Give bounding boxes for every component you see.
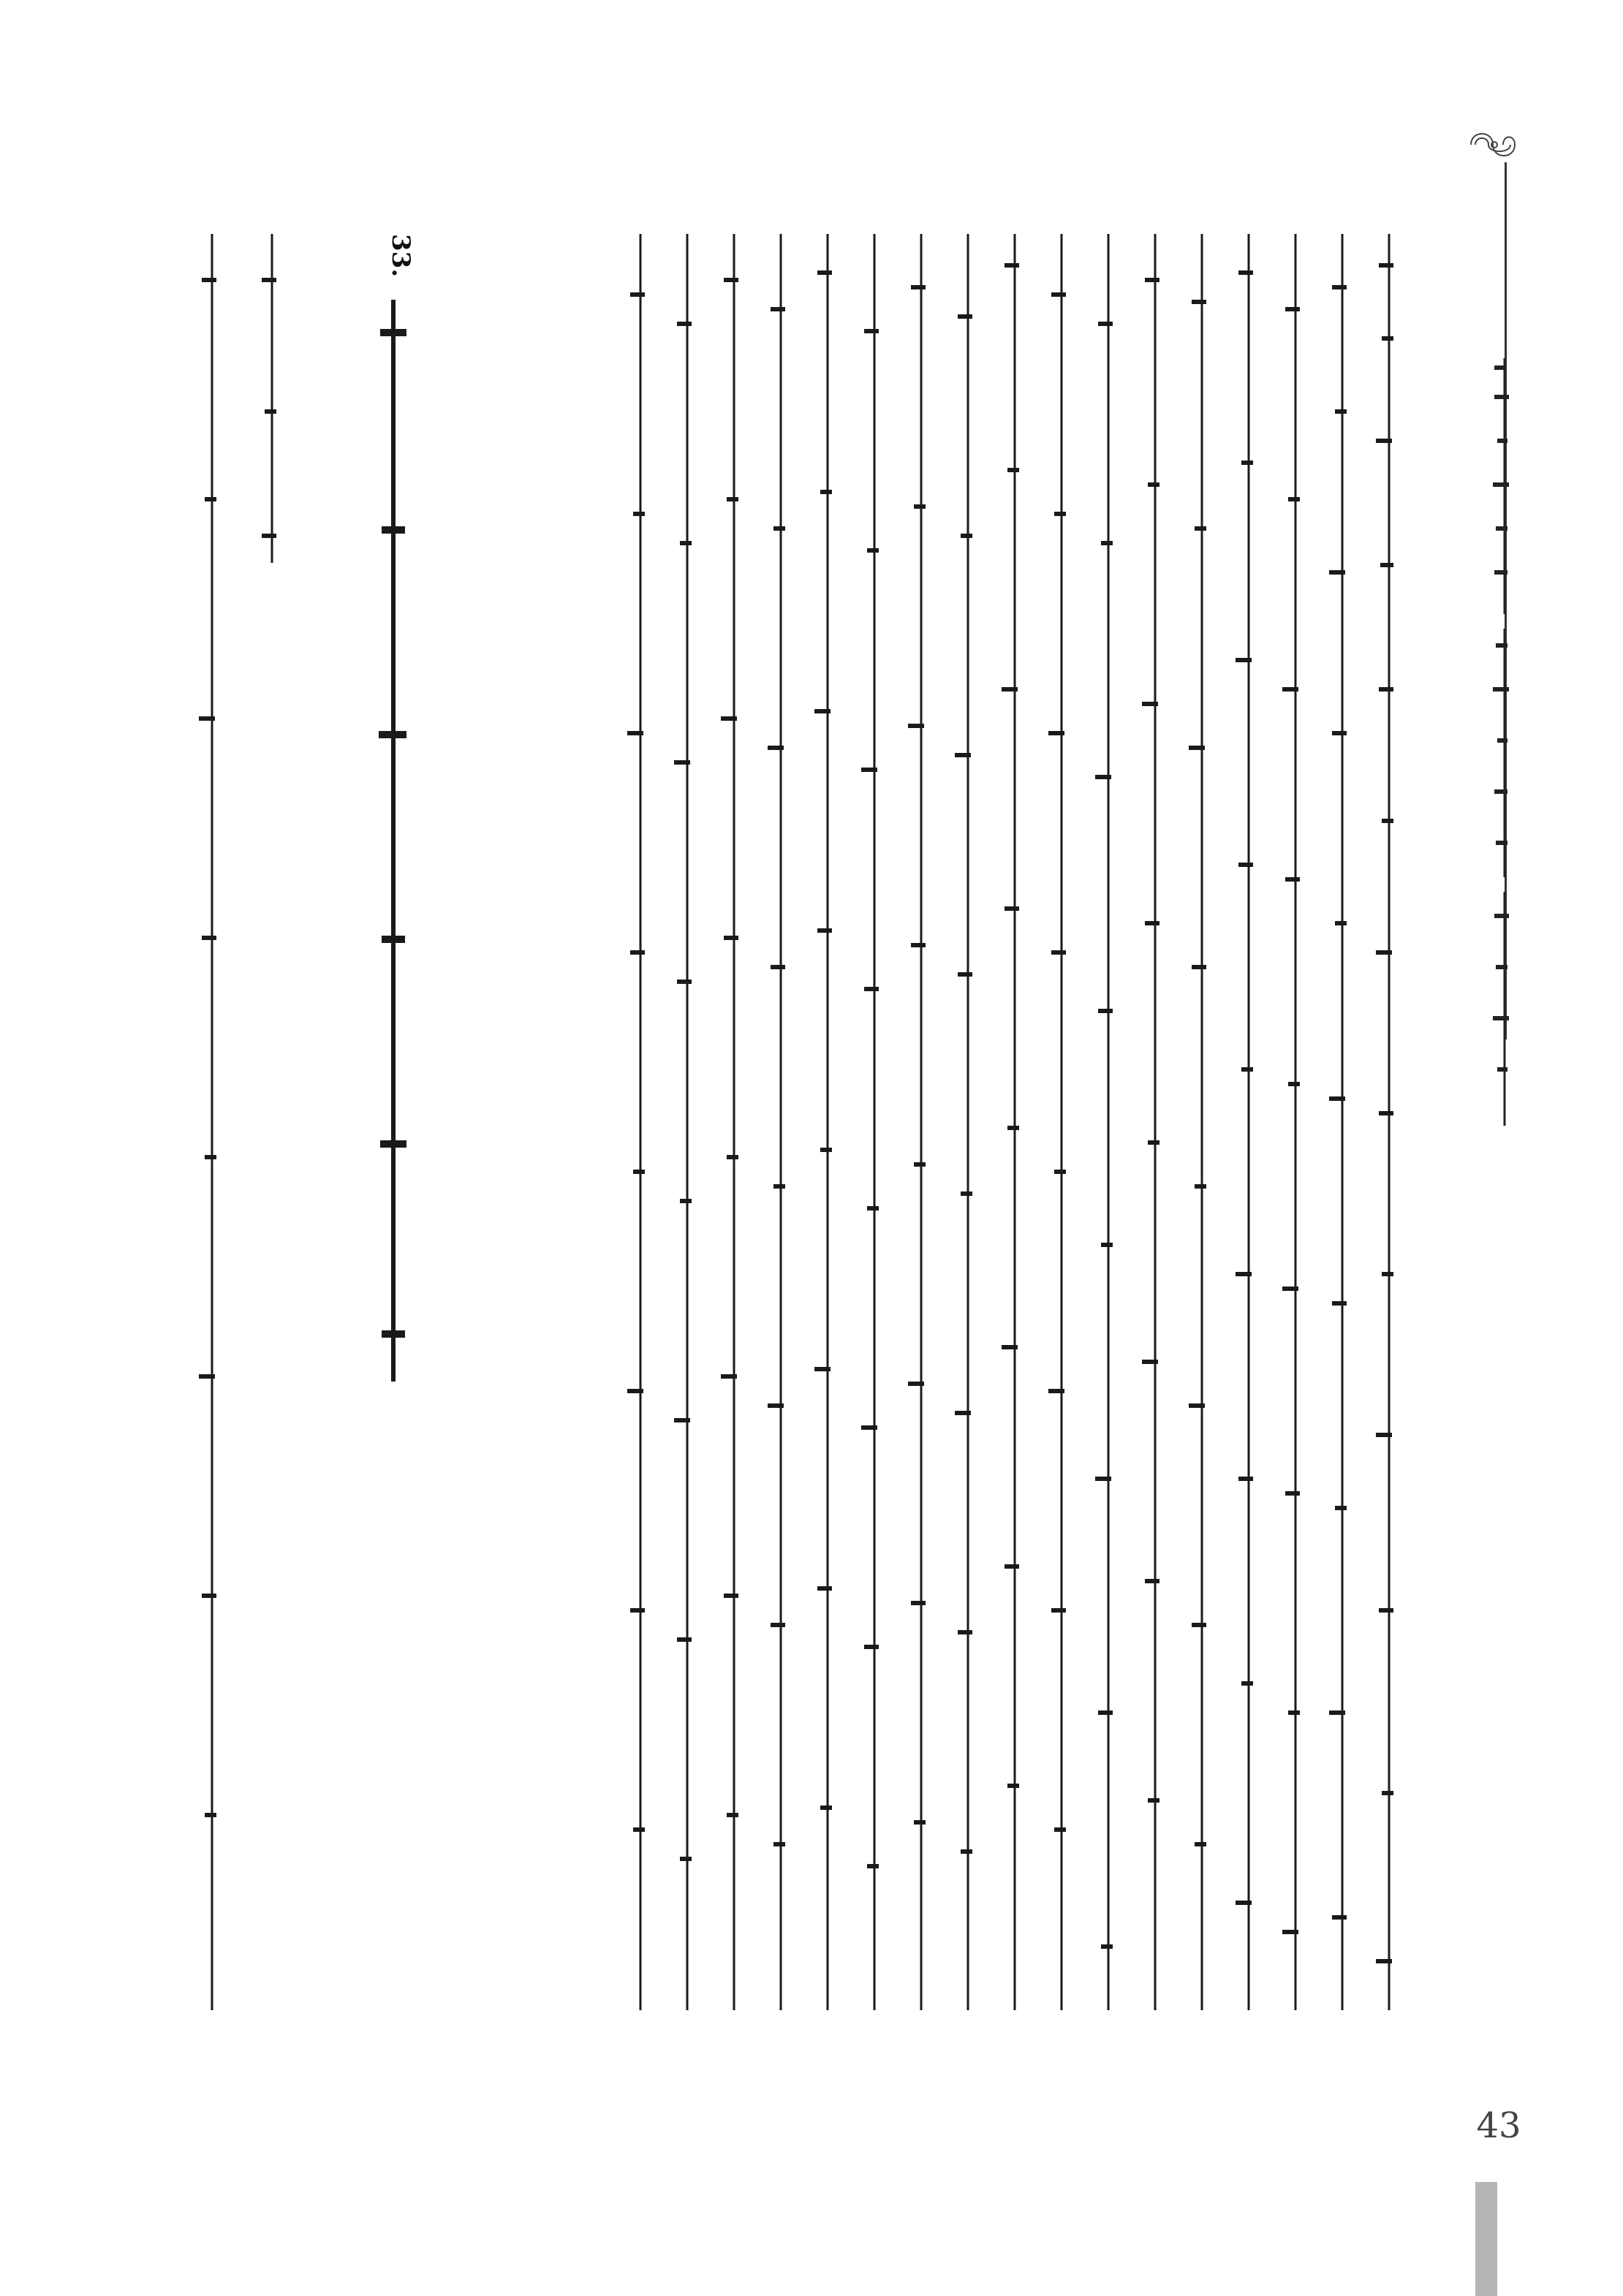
page-number: 43 (1476, 2105, 1521, 2146)
text-columns-graphic (183, 219, 1440, 2025)
page-edge-tab (1475, 2182, 1497, 2296)
ornament-icon (1464, 124, 1525, 165)
question-number: 33. (386, 234, 415, 278)
mongolian-text-body (183, 219, 1440, 2025)
running-header (1475, 219, 1534, 1535)
